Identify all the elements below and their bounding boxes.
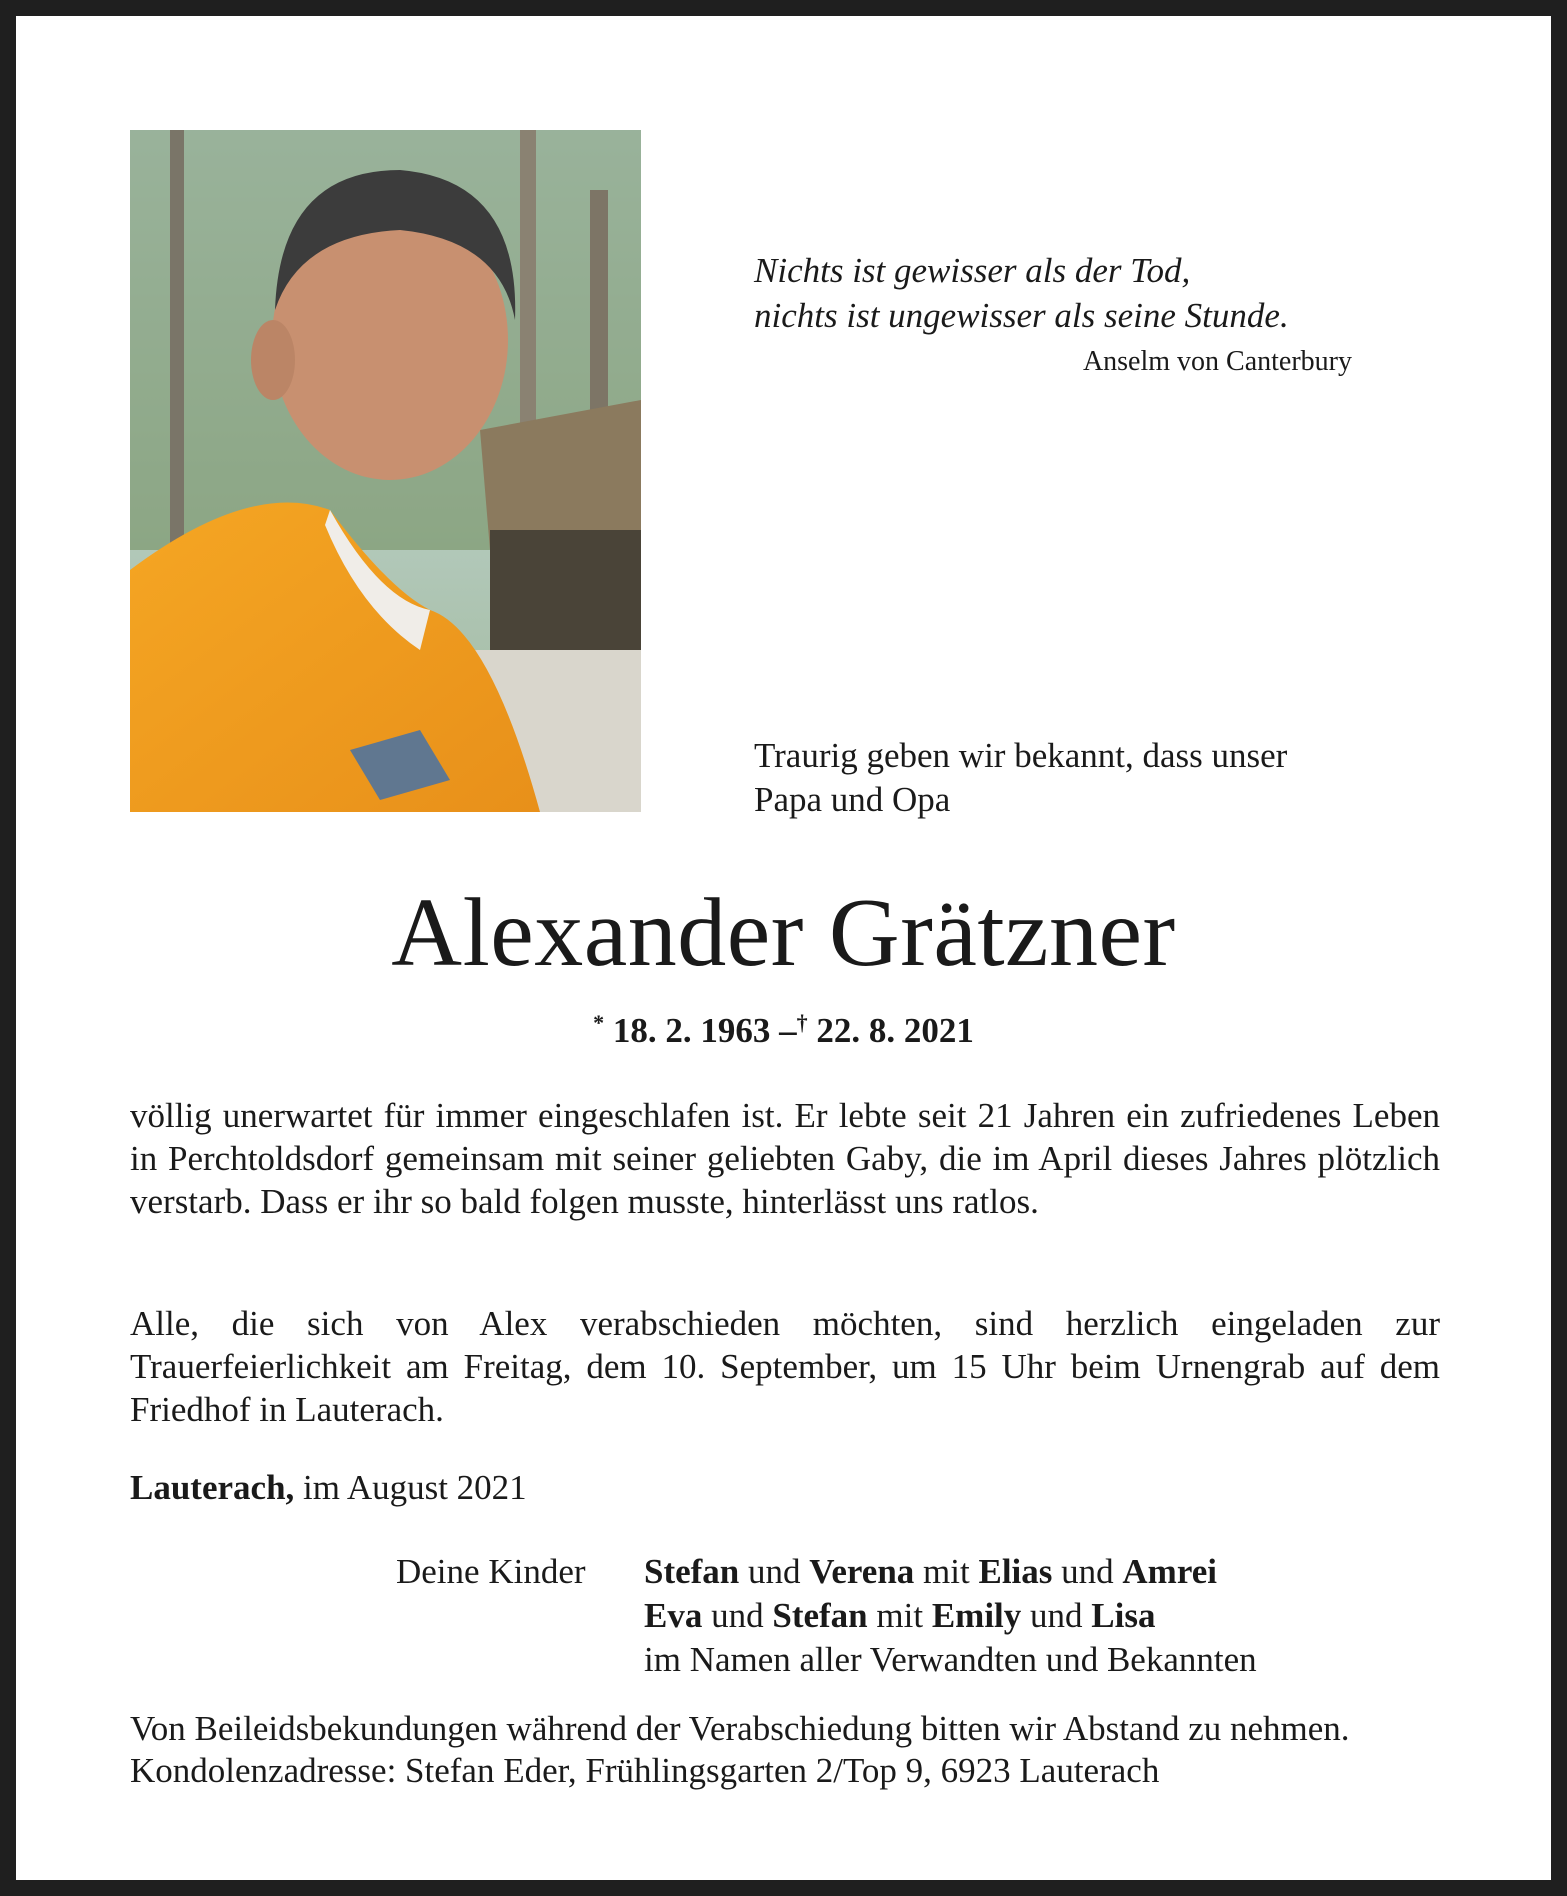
announcement-intro xyxy=(754,734,1454,822)
family-conjunction: mit xyxy=(876,1596,924,1635)
body-paragraph-2: Alle, die sich von Alex verabschieden möchten, sind herzlich eingeladen zur Trauerfeierlichkeit am Freitag, dem 10. September, um 15 Uhr beim Urnengrab auf dem Friedhof in Lauterach. xyxy=(130,1304,1440,1429)
family-name: Verena xyxy=(809,1552,915,1591)
family-name: Emily xyxy=(931,1596,1022,1635)
family-lead: Deine Kinder xyxy=(396,1552,586,1591)
portrait-photo-icon xyxy=(130,130,641,812)
family-conjunction: und xyxy=(711,1596,764,1635)
body-paragraph-1: völlig unerwartet für immer eingeschlafen ist. Er lebte seit 21 Jahren ein zufriedenes Leben in Perchtoldsdorf gemeinsam mit seiner geliebten Gaby, die im April dieses Jahres plötzlich verstarb. Dass er ihr so bald folgen musste, hinterlässt uns ratlos. xyxy=(130,1096,1440,1221)
portrait-photo xyxy=(130,130,641,812)
intro-line-2: Papa und Opa xyxy=(754,780,951,819)
deceased-name: Alexander Grätzner xyxy=(391,879,1176,987)
intro-line-1: Traurig geben wir bekannt, dass unser xyxy=(754,736,1288,775)
closing-line-1: Von Beileidsbekundungen während der Verabschiedung bitten wir Abstand zu nehmen. xyxy=(130,1709,1350,1748)
family-conjunction: und xyxy=(1030,1596,1083,1635)
family-signature xyxy=(396,1550,1396,1682)
condolence-address: Kondolenzadresse: Stefan Eder, Frühlingsgarten 2/Top 9, 6923 Lauterach xyxy=(130,1751,1160,1790)
quote xyxy=(754,248,1354,338)
date-separator: – xyxy=(779,1011,797,1050)
family-conjunction: und xyxy=(1061,1552,1114,1591)
place-date-text: im August 2021 xyxy=(303,1468,527,1507)
family-row-1 xyxy=(396,1550,1396,1594)
quote-line-2: nichts ist ungewisser als seine Stunde. xyxy=(754,296,1289,335)
birth-date: 18. 2. 1963 xyxy=(612,1011,771,1050)
family-name: Stefan xyxy=(644,1552,740,1591)
death-date: 22. 8. 2021 xyxy=(816,1011,974,1050)
quote-line-1: Nichts ist gewisser als der Tod, xyxy=(754,251,1191,290)
family-relatives: im Namen aller Verwandten und Bekannten xyxy=(644,1640,1257,1679)
quote-author: Anselm von Canterbury xyxy=(1082,346,1352,377)
family-name: Eva xyxy=(644,1596,703,1635)
family-name: Stefan xyxy=(772,1596,868,1635)
family-conjunction: mit xyxy=(923,1552,970,1591)
family-conjunction: und xyxy=(748,1552,801,1591)
closing-notes xyxy=(130,1708,1460,1792)
place-city: Lauterach, xyxy=(130,1468,295,1507)
family-name: Amrei xyxy=(1122,1552,1217,1591)
family-name: Elias xyxy=(978,1552,1053,1591)
life-dates xyxy=(16,1010,1551,1051)
family-name: Lisa xyxy=(1091,1596,1156,1635)
place-date xyxy=(130,1468,527,1508)
death-symbol: † xyxy=(796,1010,808,1035)
obituary-sheet xyxy=(16,16,1551,1880)
family-row-3 xyxy=(396,1638,1396,1682)
family-row-2 xyxy=(396,1594,1396,1638)
birth-symbol: * xyxy=(593,1010,605,1035)
